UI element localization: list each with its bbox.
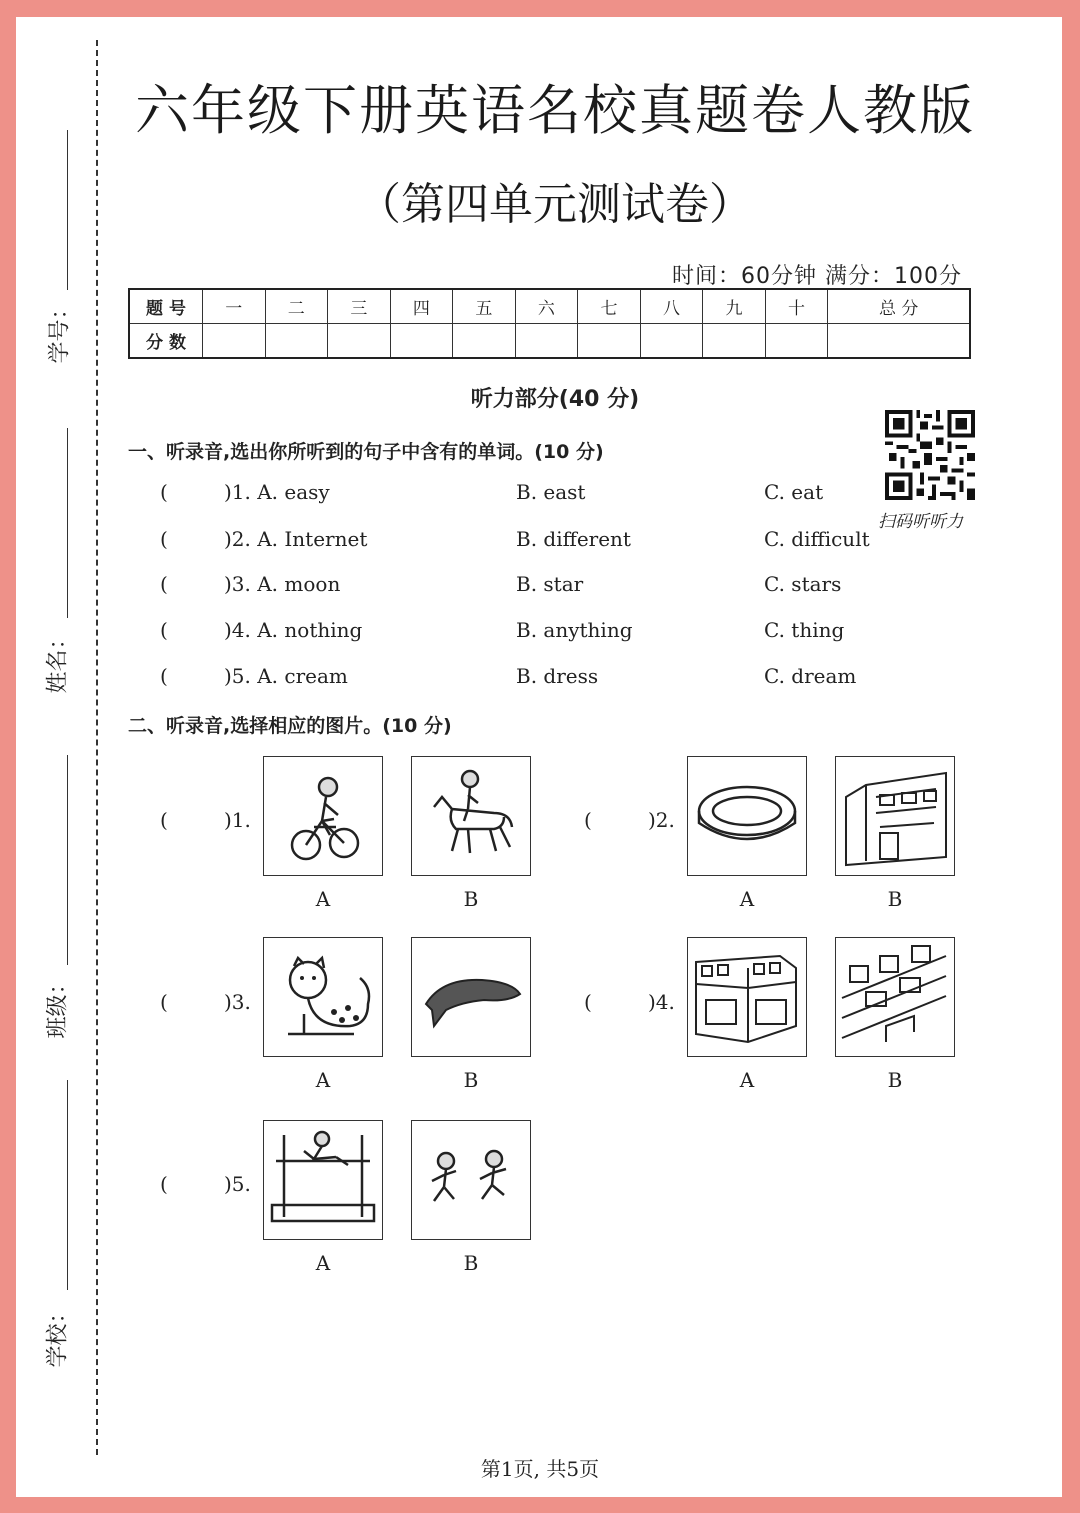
option-a: )3. A. moon (224, 572, 341, 596)
question-number: )2. (648, 808, 675, 832)
option-b: B. star (516, 572, 584, 596)
score-cell[interactable] (765, 324, 828, 359)
question-number: )4. (648, 990, 675, 1014)
score-col: 八 (640, 289, 703, 324)
score-cell[interactable] (515, 324, 578, 359)
answer-paren-open[interactable]: ( (160, 480, 168, 504)
page-subtitle: （第四单元测试卷） (357, 179, 753, 230)
score-cell[interactable] (390, 324, 453, 359)
name-line (67, 428, 68, 618)
shelves-icon[interactable] (835, 937, 955, 1057)
option-b: B. dress (516, 664, 599, 688)
score-col: 九 (703, 289, 766, 324)
option-a-label: A (315, 1068, 331, 1092)
question-number: )1. (224, 808, 251, 832)
option-a: )2. A. Internet (224, 527, 368, 551)
option-a: )4. A. nothing (224, 618, 363, 642)
option-a-label: A (315, 1251, 331, 1275)
score-table-header-row (129, 289, 970, 324)
score-col: 四 (390, 289, 453, 324)
page-footer: 第1页, 共5页 (480, 1457, 600, 1481)
option-b-label: B (463, 887, 479, 911)
score-table (128, 288, 971, 359)
option-b-label: B (463, 1068, 479, 1092)
option-a-label: A (739, 887, 755, 911)
student-no-label: 学号： (47, 297, 73, 364)
name-label: 姓名： (45, 627, 71, 694)
score-cell[interactable] (328, 324, 391, 359)
score-cell[interactable] (265, 324, 328, 359)
score-col: 一 (203, 289, 266, 324)
option-a-label: A (739, 1068, 755, 1092)
whale-icon[interactable] (411, 937, 531, 1057)
q1-item (160, 618, 920, 648)
class-label: 班级： (45, 972, 71, 1039)
q1-item (160, 527, 920, 557)
boy-riding-horse-icon[interactable] (411, 756, 531, 876)
score-cell-total[interactable] (828, 324, 970, 359)
answer-paren-open[interactable]: ( (584, 990, 592, 1014)
score-cell[interactable] (703, 324, 766, 359)
question-number: )5. (224, 1172, 251, 1196)
high-jump-icon[interactable] (263, 1120, 383, 1240)
score-cell[interactable] (578, 324, 641, 359)
option-b: B. east (516, 480, 586, 504)
school-line (67, 1080, 68, 1290)
option-c: C. thing (764, 618, 845, 642)
stadium-icon[interactable] (687, 756, 807, 876)
answer-paren-open[interactable]: ( (160, 1172, 168, 1196)
q1-title: 一、听录音,选出你所听到的句子中含有的单词。(10 分) (128, 441, 604, 463)
q1-item (160, 480, 920, 510)
option-b: B. different (516, 527, 631, 551)
score-cell[interactable] (640, 324, 703, 359)
score-col: 十 (765, 289, 828, 324)
q1-item (160, 572, 920, 602)
option-a-label: A (315, 887, 331, 911)
score-col: 五 (453, 289, 516, 324)
score-col: 七 (578, 289, 641, 324)
score-cell[interactable] (453, 324, 516, 359)
street-building-icon[interactable] (835, 756, 955, 876)
score-col: 六 (515, 289, 578, 324)
school-label: 学校： (45, 1301, 71, 1368)
question-number: )3. (224, 990, 251, 1014)
score-table-row-label: 分 数 (129, 324, 203, 359)
option-c: C. dream (764, 664, 857, 688)
score-col: 二 (265, 289, 328, 324)
option-a: )5. A. cream (224, 664, 348, 688)
class-line (67, 755, 68, 965)
boy-riding-bike-icon[interactable] (263, 756, 383, 876)
q2-title: 二、听录音,选择相应的图片。(10 分) (128, 715, 452, 737)
student-no-line (67, 130, 68, 290)
answer-paren-open[interactable]: ( (160, 808, 168, 832)
binding-dashed-line (96, 40, 98, 1455)
answer-paren-open[interactable]: ( (584, 808, 592, 832)
listening-heading: 听力部分(40 分) (470, 387, 640, 412)
leopard-icon[interactable] (263, 937, 383, 1057)
option-c: C. stars (764, 572, 842, 596)
exam-meta: 时间：60分钟 满分：100分 (672, 264, 962, 289)
option-b-label: B (887, 1068, 903, 1092)
answer-paren-open[interactable]: ( (160, 618, 168, 642)
answer-paren-open[interactable]: ( (160, 990, 168, 1014)
score-cell[interactable] (203, 324, 266, 359)
q1-item (160, 664, 920, 694)
shop-building-icon[interactable] (687, 937, 807, 1057)
answer-paren-open[interactable]: ( (160, 527, 168, 551)
page-title: 六年级下册英语名校真题卷人教版 (135, 79, 975, 142)
answer-paren-open[interactable]: ( (160, 664, 168, 688)
option-c: C. eat (764, 480, 824, 504)
option-b: B. anything (516, 618, 633, 642)
score-col-total: 总 分 (828, 289, 970, 324)
option-b-label: B (463, 1251, 479, 1275)
qr-caption: 扫码听听力 (878, 512, 963, 532)
score-col: 三 (328, 289, 391, 324)
option-c: C. difficult (764, 527, 870, 551)
score-table-row-label: 题 号 (129, 289, 203, 324)
option-a: )1. A. easy (224, 480, 330, 504)
answer-paren-open[interactable]: ( (160, 572, 168, 596)
kids-running-icon[interactable] (411, 1120, 531, 1240)
option-b-label: B (887, 887, 903, 911)
score-table-score-row (129, 324, 970, 359)
